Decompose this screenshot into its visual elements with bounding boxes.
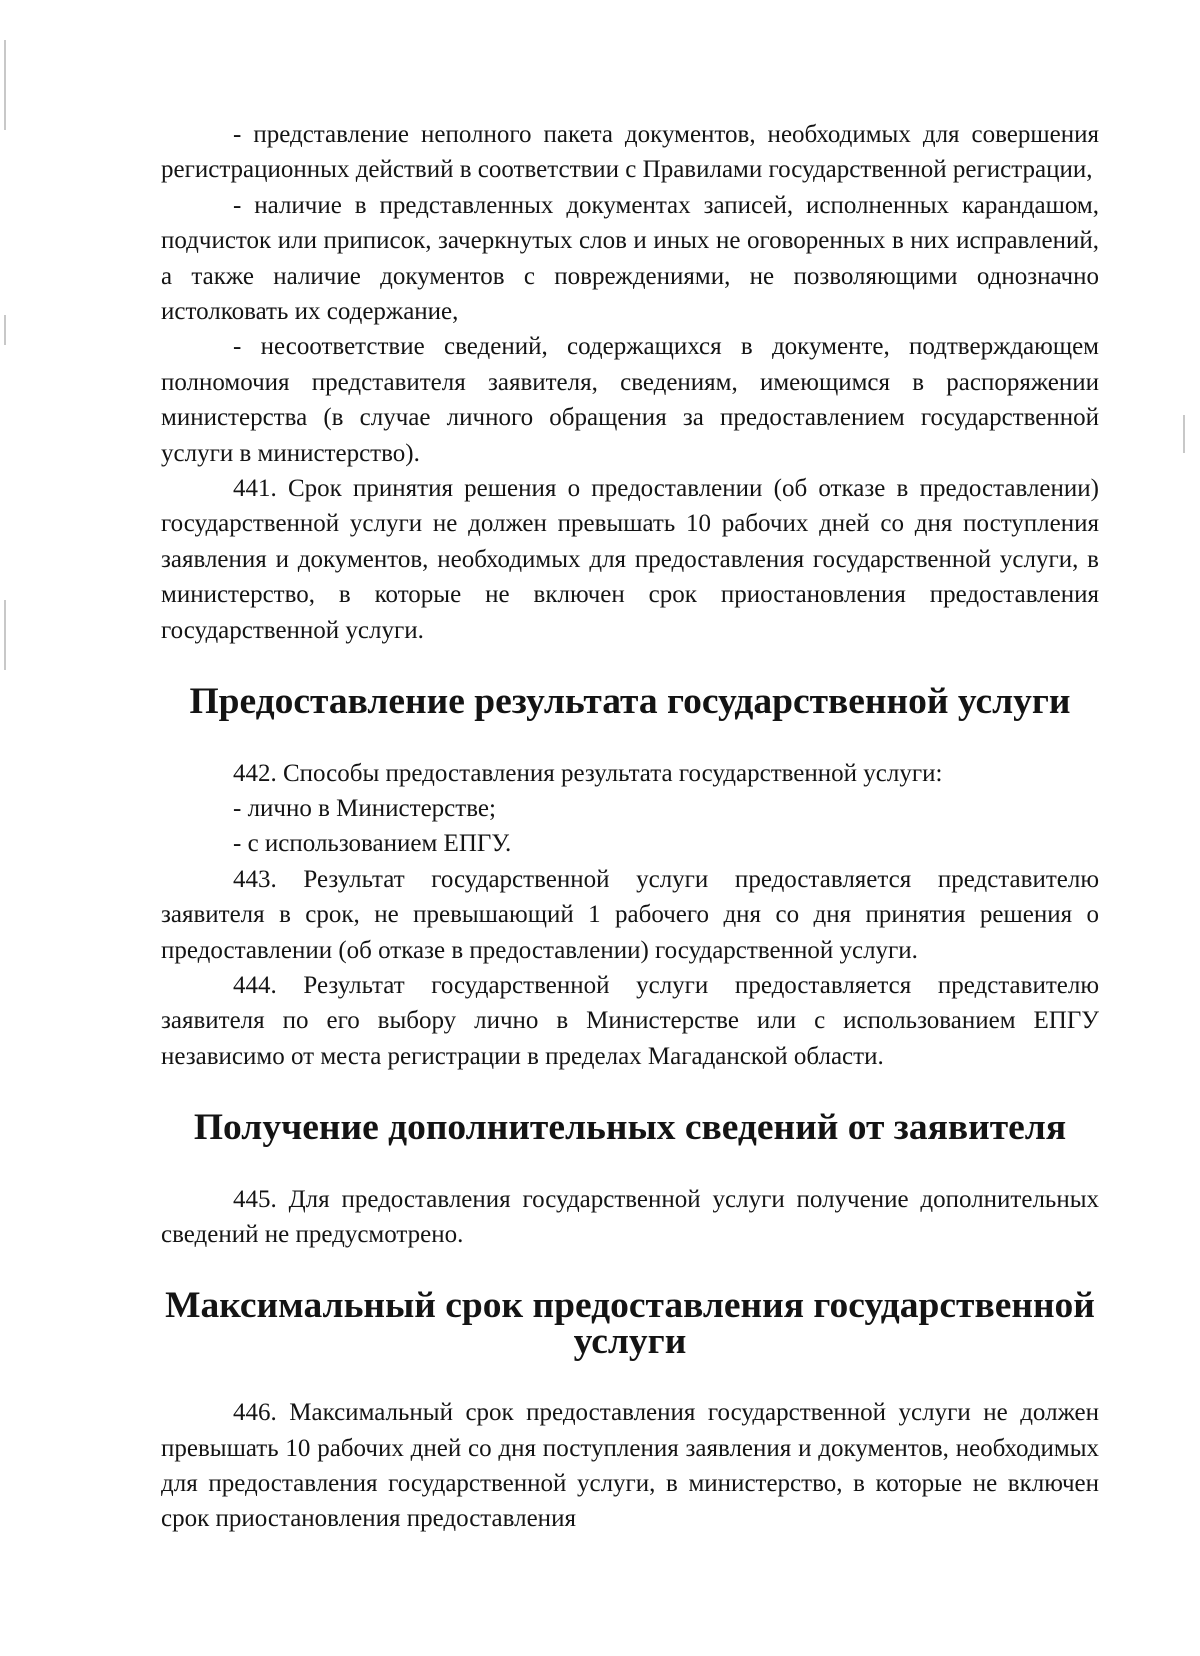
list-item-pencil-records: - наличие в представленных документах записей, исполненных карандашом, подчисток или приписок, зачеркнутых слов и иных не оговоренных в них исправлений, а также наличие документов с повреждениями, не позволяющими однозначно истолковать их содержание, <box>161 191 1099 326</box>
section-heading-result: Предоставление результата государственной услуги <box>189 681 1071 723</box>
paragraph-443: 443. Результат государственной услуги предоставляется представителю заявителя в срок, не превышающий 1 рабочего дня со дня принятия решения о предоставлении (об отказе в предоставлении) государственной услуги. <box>161 865 1099 964</box>
list-item-epgu: - с использованием ЕПГУ. <box>233 830 512 858</box>
paragraph-444: 444. Результат государственной услуги предоставляется представителю заявителя по его выбору лично в Министерстве или с использованием ЕПГУ независимо от места регистрации в пределах Магаданской области. <box>161 971 1099 1070</box>
scan-edge-mark <box>4 315 6 345</box>
document-text <box>161 117 1099 1537</box>
paragraph-446: 446. Максимальный срок предоставления государственной услуги не должен превышать 10 рабочих дней со дня поступления заявления и документов, необходимых для предоставления государственной услуги, в министерство, в которые не включен срок приостановления предоставления <box>161 1399 1099 1533</box>
scan-edge-mark <box>4 40 6 130</box>
scan-edge-mark <box>4 600 6 670</box>
list-item-in-person: - лично в Министерстве; <box>233 794 496 822</box>
paragraph-441: 441. Срок принятия решения о предоставлении (об отказе в предоставлении) государственной услуги не должен превышать 10 рабочих дней со дня поступления заявления и документов, необходимых для предоставления государственной услуги, в министерство, в которые не включен срок приостановления предоставления государственной услуги. <box>161 475 1099 644</box>
section-heading-max-term: Максимальный срок предоставления государственной услуги <box>165 1285 1095 1362</box>
paragraph-442: 442. Способы предоставления результата государственной услуги: <box>233 759 943 787</box>
list-item-incomplete-package: - представление неполного пакета документов, необходимых для совершения регистрационных действий в соответствии с Правилами государственной регистрации, <box>161 121 1099 184</box>
paragraph-445: 445. Для предоставления государственной услуги получение дополнительных сведений не предусмотрено. <box>161 1185 1099 1248</box>
section-heading-additional-info: Получение дополнительных сведений от заявителя <box>193 1107 1067 1149</box>
list-item-data-mismatch: - несоответствие сведений, содержащихся в документе, подтверждающем полномочия представителя заявителя, сведениям, имеющимся в распоряжении министерства (в случае личного обращения за предоставлением государственной услуги в министерство). <box>161 333 1099 467</box>
scan-edge-mark <box>1183 415 1185 453</box>
